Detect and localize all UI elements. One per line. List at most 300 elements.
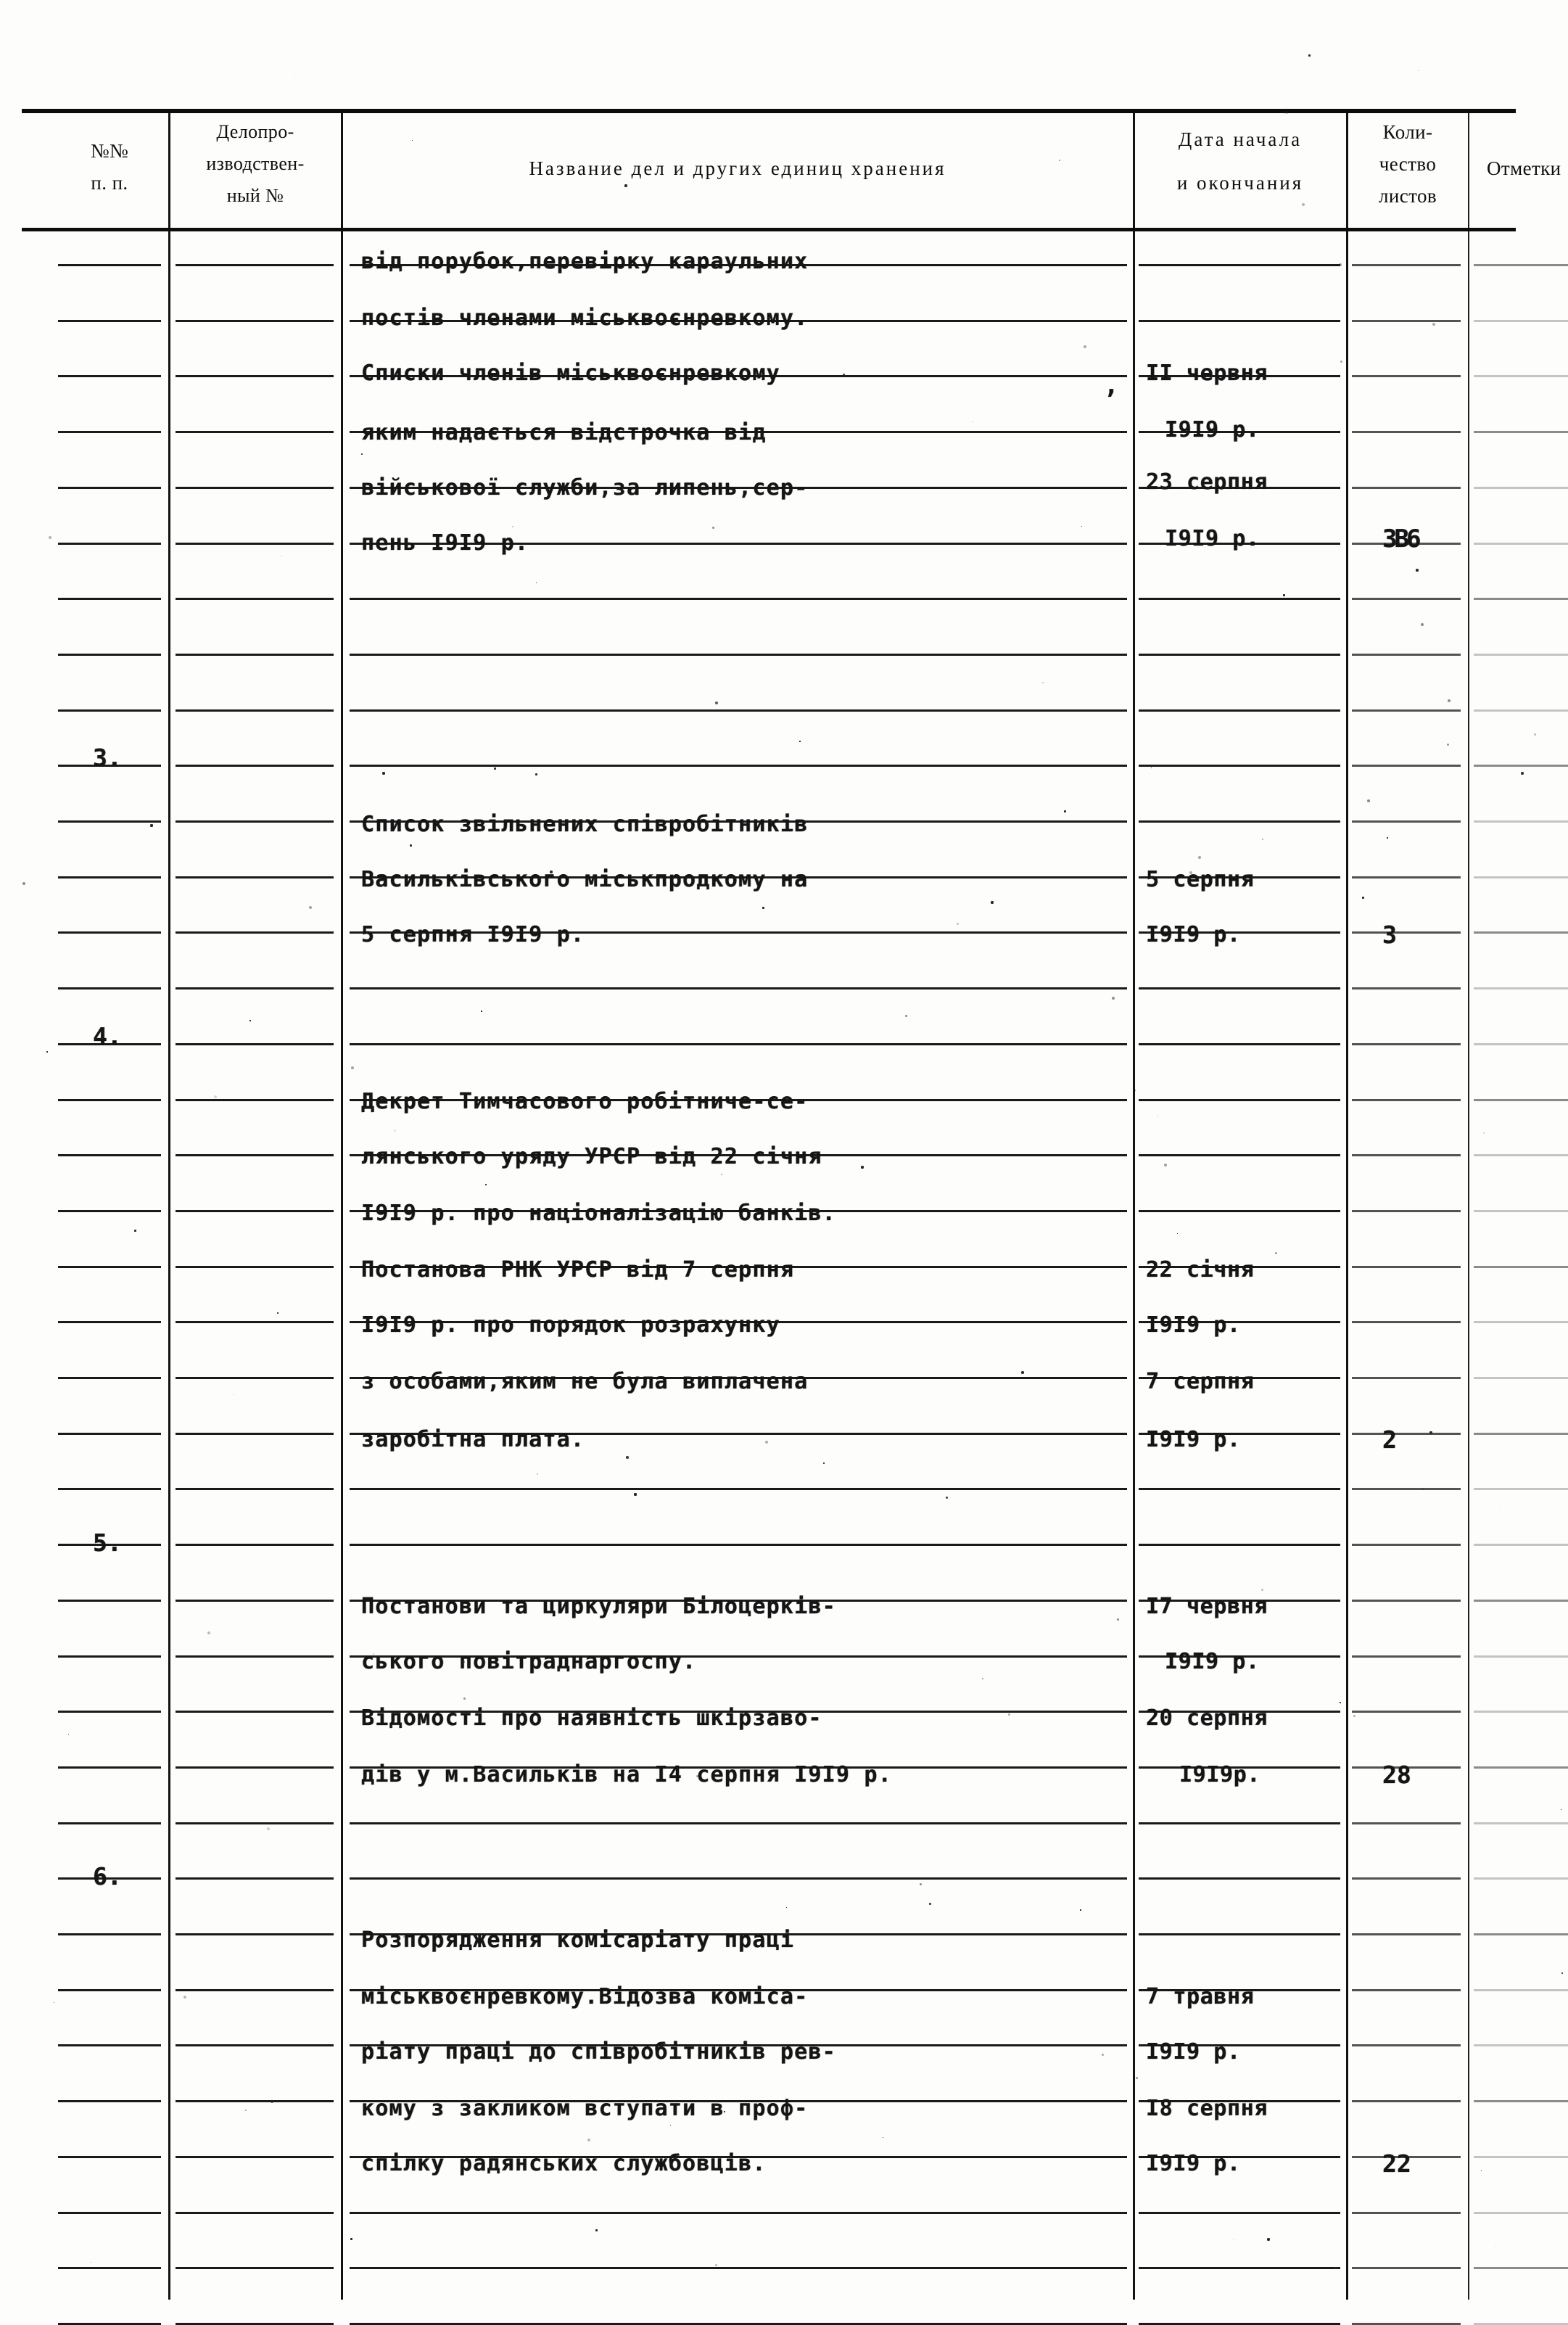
scan-speck [765, 1441, 768, 1444]
scan-speck [1367, 799, 1370, 802]
ruled-line [1474, 709, 1568, 712]
ruled-line [58, 1377, 161, 1379]
scan-speck [1136, 2077, 1138, 2079]
ruled-line [176, 487, 334, 489]
stray-comma-mark: , [1104, 371, 1120, 400]
entry-sheet-count: 2 [1382, 1425, 1397, 1454]
ruled-line [350, 598, 1127, 600]
entry-date-line: 22 січня [1146, 1257, 1255, 1283]
scan-speck [1102, 2054, 1104, 2056]
scan-speck [1448, 699, 1451, 702]
ruled-line [176, 320, 334, 322]
ruled-line [176, 1822, 334, 1824]
scan-speck [1447, 744, 1449, 746]
ruled-line [176, 931, 334, 934]
header-col-numbers-line2: п. п. [91, 172, 128, 194]
entry-title-line: Васильківського міськпродкому на [361, 867, 809, 892]
inventory-table [51, 109, 1561, 2300]
scan-speck [1340, 1702, 1341, 1703]
ruled-line [1352, 1544, 1461, 1546]
entry-title-line: військової служби,за липень,сер- [361, 475, 809, 501]
scan-speck [721, 1174, 722, 1175]
ruled-line [1474, 1433, 1568, 1435]
scan-speck [412, 140, 413, 141]
entry-date-line: 23 серпня [1146, 469, 1268, 495]
ruled-line [58, 264, 161, 266]
entry-title-line: з особами,яким не була виплачена [361, 1369, 809, 1394]
ruled-line [1474, 820, 1568, 823]
ruled-line [350, 1043, 1127, 1045]
scan-speck [1059, 160, 1060, 161]
ruled-line [1352, 1043, 1461, 1045]
ruled-line [1474, 987, 1568, 989]
scan-speck [1339, 263, 1342, 266]
ruled-line [176, 2100, 334, 2102]
ruled-line [176, 1711, 334, 1713]
ruled-line [1352, 598, 1461, 600]
ruled-line [58, 2044, 161, 2046]
entry-title-line: 5 серпня I9I9 р. [361, 922, 585, 947]
ruled-line [1474, 2156, 1568, 2158]
ruled-line [176, 987, 334, 989]
entry-title-line: кому з закликом вступати в проф- [361, 2096, 809, 2121]
ruled-line [1474, 931, 1568, 934]
ruled-line [58, 1822, 161, 1824]
scan-speck [1112, 997, 1115, 1000]
ruled-line [1352, 987, 1461, 989]
ruled-line [58, 987, 161, 989]
entry-date-line: I9I9 р. [1165, 1649, 1260, 1674]
entry-title-line: Відомості про наявність шкірзаво- [361, 1705, 822, 1731]
ruled-line [1474, 1043, 1568, 1045]
ruled-line [1139, 1043, 1340, 1045]
scan-speck [462, 1661, 465, 1663]
scan-speck [382, 772, 385, 775]
ruled-line [58, 2156, 161, 2158]
scan-speck [799, 741, 801, 742]
ruled-line [176, 1488, 334, 1490]
entry-title-line: ського повітраднаргоспу. [361, 1649, 697, 1674]
ruled-line [176, 654, 334, 656]
ruled-line [1139, 709, 1340, 712]
scan-speck [350, 2238, 352, 2240]
entry-date-line: I9I9 р. [1146, 2151, 1241, 2176]
ruled-line [1139, 1877, 1340, 1880]
ruled-line [176, 543, 334, 545]
ruled-line [1352, 1266, 1461, 1268]
scan-speck [1422, 1489, 1424, 1490]
ruled-line [1352, 264, 1461, 266]
ruled-line [176, 2044, 334, 2046]
ruled-line [1352, 709, 1461, 712]
scan-speck [1134, 1090, 1136, 1091]
entry-title-line: Постанови та циркуляри Білоцерків- [361, 1594, 836, 1619]
scan-speck [715, 701, 718, 704]
ruled-line [1474, 2212, 1568, 2214]
entry-date-line: I9I9 р. [1146, 2039, 1241, 2065]
ruled-line [1352, 1933, 1461, 1935]
ruled-line [1474, 765, 1568, 767]
ruled-line [1139, 2212, 1340, 2214]
ruled-line [1352, 375, 1461, 377]
scan-speck [1262, 839, 1263, 840]
ruled-line [1139, 320, 1340, 322]
scan-speck [1081, 526, 1082, 527]
ruled-line [1474, 1266, 1568, 1268]
scan-speck [1189, 871, 1192, 874]
ruled-line [350, 1877, 1127, 1880]
scan-speck [485, 1184, 487, 1185]
scan-speck [207, 1631, 210, 1634]
ruled-line [176, 1600, 334, 1602]
scan-speck [1421, 623, 1424, 626]
entry-sheet-count: 3B6 [1382, 524, 1419, 554]
entry-title-line: заробітна плата. [361, 1427, 585, 1452]
header-col-dates-line1: Дата начала [1178, 128, 1303, 150]
ruled-line [1474, 1377, 1568, 1379]
scan-speck [403, 1936, 405, 1938]
ruled-line [1139, 1488, 1340, 1490]
entry-sheet-count: 22 [1382, 2149, 1411, 2178]
header-col-office-number-line2: изводствен- [206, 153, 305, 174]
ruled-line [58, 1321, 161, 1323]
scan-speck [1164, 1164, 1167, 1166]
scan-speck [1302, 203, 1305, 206]
ruled-line [1474, 1321, 1568, 1323]
scan-speck [394, 1129, 396, 1132]
ruled-line [1474, 264, 1568, 266]
ruled-line [176, 1099, 334, 1101]
ruled-line [58, 543, 161, 545]
scan-speck [1064, 810, 1066, 812]
scan-speck [670, 2125, 671, 2126]
scan-speck [1275, 1252, 1277, 1254]
ruled-line [1474, 2100, 1568, 2102]
ruled-line [1474, 1877, 1568, 1880]
ruled-line [176, 1655, 334, 1658]
ruled-line [176, 598, 334, 600]
ruled-line [350, 654, 1127, 656]
ruled-line [176, 820, 334, 823]
ruled-line [1474, 1655, 1568, 1658]
ruled-line [1474, 1099, 1568, 1101]
scan-speck [214, 1095, 217, 1098]
ruled-line [58, 1210, 161, 1212]
scan-speck [991, 901, 994, 904]
scan-speck [587, 2139, 590, 2141]
ruled-line [1474, 543, 1568, 545]
entry-title-line: спілку радянських службовців. [361, 2151, 767, 2176]
ruled-line [1352, 431, 1461, 433]
ruled-line [58, 2100, 161, 2102]
ruled-line [58, 1154, 161, 1156]
ruled-line [1352, 320, 1461, 322]
scan-speck [982, 1678, 983, 1679]
ruled-line [1139, 820, 1340, 823]
ruled-line [1352, 487, 1461, 489]
ruled-line [1474, 1822, 1568, 1824]
entry-date-line: I9I9 р. [1165, 417, 1260, 443]
scan-speck [373, 1653, 374, 1655]
ruled-line [1352, 2267, 1461, 2269]
column-divider-1 [168, 109, 170, 2300]
entry-date-line: 7 серпня [1146, 1369, 1255, 1394]
ruled-line [176, 1433, 334, 1435]
ruled-line [58, 2267, 161, 2269]
entry-title-line: I9I9 р. про порядок розрахунку [361, 1312, 780, 1338]
scan-speck [624, 184, 627, 187]
ruled-line [58, 1600, 161, 1602]
entry-title-line: від порубок,перевірку караульних [361, 249, 809, 274]
ruled-line [58, 654, 161, 656]
scan-speck [1177, 1233, 1178, 1234]
ruled-line [176, 2156, 334, 2158]
ruled-line [1352, 1655, 1461, 1658]
scan-speck [1481, 2170, 1482, 2171]
scan-speck [1283, 594, 1285, 596]
scan-speck [1080, 1909, 1081, 1911]
ruled-line [1474, 1210, 1568, 1212]
entry-title-line: постів членами міськвоєнревкому. [361, 305, 809, 331]
ruled-line [58, 1933, 161, 1935]
header-col-numbers-line1: №№ [90, 140, 129, 162]
ruled-line [176, 1989, 334, 1991]
header-col-office-number-line3: ный № [226, 185, 284, 206]
ruled-line [58, 598, 161, 600]
ruled-line [1352, 1822, 1461, 1824]
scan-speck [1340, 361, 1342, 363]
ruled-line [350, 1544, 1127, 1546]
entry-date-line: I9I9 р. [1165, 526, 1260, 551]
scan-speck [1084, 345, 1086, 348]
entry-sheet-count: 28 [1382, 1761, 1411, 1789]
ruled-line [1139, 264, 1340, 266]
scan-speck [494, 768, 496, 770]
entry-date-line: I9I9р. [1179, 1762, 1260, 1787]
ruled-line [176, 1544, 334, 1546]
entry-title-line: Список звільнених співробітників [361, 812, 809, 837]
ruled-line [1474, 654, 1568, 656]
header-col-title: Название дел и других единиц хранения [529, 157, 946, 179]
ruled-line [58, 1655, 161, 1658]
ruled-line [176, 876, 334, 878]
entry-date-line: I9I9 р. [1146, 1312, 1241, 1338]
scan-speck [245, 2110, 247, 2111]
scan-speck [22, 882, 25, 885]
scan-speck [1198, 856, 1201, 859]
entry-title-line: Постанова РНК УРСР від 7 серпня [361, 1257, 795, 1283]
scan-speck [271, 2102, 273, 2103]
scan-speck [1534, 733, 1536, 736]
ruled-line [1474, 375, 1568, 377]
ruled-line [1139, 1210, 1340, 1212]
ruled-line [176, 2212, 334, 2214]
ruled-line [176, 375, 334, 377]
entry-date-line: I7 червня [1146, 1594, 1268, 1619]
scan-speck [1021, 1371, 1024, 1374]
ruled-line [1474, 1154, 1568, 1156]
entry-sheet-count: 3 [1382, 921, 1397, 949]
entry-date-line: I9I9 р. [1146, 922, 1241, 947]
scan-speck [1429, 1431, 1432, 1434]
header-col-sheets-line2: чество [1379, 153, 1437, 175]
ruled-line [1139, 765, 1340, 767]
scan-speck [351, 1066, 354, 1069]
ruled-line [176, 1043, 334, 1045]
ruled-line [1352, 1433, 1461, 1435]
ruled-line [350, 765, 1127, 767]
ruled-line [176, 1933, 334, 1935]
ruled-line [1139, 2267, 1340, 2269]
ruled-line [1474, 876, 1568, 878]
ruled-line [1139, 598, 1340, 600]
scan-speck [481, 1011, 482, 1012]
scan-speck [550, 871, 553, 873]
scan-speck [277, 1312, 278, 1314]
ruled-line [176, 1210, 334, 1212]
entry-date-line: 7 травня [1146, 1984, 1255, 2009]
ruled-line [1474, 2267, 1568, 2269]
ruled-line [1352, 1989, 1461, 1991]
ruled-line [1474, 1488, 1568, 1490]
scan-speck [1353, 1715, 1356, 1717]
entry-date-line: 20 серпня [1146, 1705, 1268, 1731]
ruled-line [58, 1766, 161, 1769]
ruled-line [58, 1711, 161, 1713]
entry-title-line: Розпорядження комісаріату праці [361, 1927, 795, 1953]
scan-speck [905, 1015, 907, 1017]
scan-speck [1362, 897, 1364, 899]
ruled-line [1352, 876, 1461, 878]
ruled-line [1139, 654, 1340, 656]
ruled-line [1474, 1989, 1568, 1991]
scan-speck [920, 1883, 922, 1885]
scan-speck [1521, 772, 1524, 775]
ruled-line [1474, 598, 1568, 600]
scan-speck [1008, 1713, 1010, 1716]
ruled-line [1352, 1099, 1461, 1101]
scan-speck [46, 1051, 48, 1053]
ruled-line [1139, 1154, 1340, 1156]
scan-speck [1483, 1132, 1485, 1134]
ruled-line [176, 1377, 334, 1379]
ruled-line [1352, 1877, 1461, 1880]
scan-speck [1042, 682, 1044, 683]
scan-speck [361, 453, 363, 455]
ruled-line [58, 1266, 161, 1268]
entry-title-line: Декрет Тимчасового робітниче-се- [361, 1089, 809, 1114]
scan-speck [929, 1903, 931, 1905]
ruled-line [350, 987, 1127, 989]
ruled-line [58, 931, 161, 934]
header-col-dates-line2: и окончания [1176, 172, 1304, 194]
ruled-line [350, 2212, 1127, 2214]
ruled-line [58, 320, 161, 322]
ruled-line [1474, 1544, 1568, 1546]
scan-speck [724, 2111, 725, 2112]
scan-speck [1267, 2238, 1270, 2241]
scan-speck [634, 1493, 637, 1496]
ruled-line [350, 1488, 1127, 1490]
entry-title-line: яким надається відстрочка від [361, 420, 767, 445]
scan-speck [267, 1827, 270, 1830]
entry-title-line: ріату праці до співробітників рев- [361, 2039, 836, 2065]
ruled-line [176, 1321, 334, 1323]
scan-speck [946, 1497, 948, 1499]
ruled-line [58, 1989, 161, 1991]
scan-speck [626, 1456, 629, 1459]
scan-speck [823, 1462, 825, 1464]
ruled-line [1474, 2044, 1568, 2046]
scan-speck [957, 923, 959, 925]
ruled-line [1474, 320, 1568, 322]
entry-title-line: дів у м.Васильків на I4 серпня I9I9 р. [361, 1762, 892, 1787]
ruled-line [176, 709, 334, 712]
entry-number: 4. [93, 1022, 122, 1050]
scan-speck [1561, 1972, 1563, 1974]
scan-speck [1418, 70, 1419, 71]
column-divider-5 [1468, 109, 1469, 2300]
ruled-line [1352, 1154, 1461, 1156]
column-divider-2 [341, 109, 343, 2300]
ruled-line [1474, 1711, 1568, 1713]
scan-speck [1387, 837, 1388, 839]
ruled-line [1474, 431, 1568, 433]
scan-speck [712, 527, 714, 529]
ruled-line [58, 1433, 161, 1435]
scan-speck [249, 1020, 251, 1021]
entry-title-line: пень I9I9 р. [361, 530, 529, 556]
header-col-sheets-line1: Коли- [1382, 121, 1433, 143]
scan-speck [134, 1230, 136, 1232]
ruled-line [1352, 2212, 1461, 2214]
ruled-line [1474, 487, 1568, 489]
ruled-line [58, 431, 161, 433]
ruled-line [1352, 654, 1461, 656]
scan-speck [512, 526, 513, 527]
entry-date-line: 5 серпня [1146, 867, 1255, 892]
ruled-line [1352, 1210, 1461, 1212]
entry-date-line: IІ червня [1146, 361, 1268, 386]
ruled-line [1352, 1600, 1461, 1602]
ruled-line [1352, 2100, 1461, 2102]
ruled-line [176, 1877, 334, 1880]
ruled-line [58, 1488, 161, 1490]
ruled-line [1139, 1822, 1340, 1824]
ruled-line [1352, 1321, 1461, 1323]
ruled-line [1352, 1488, 1461, 1490]
ruled-line [1474, 1600, 1568, 1602]
scan-speck [1432, 323, 1435, 326]
scan-speck [843, 374, 845, 376]
ruled-line [58, 876, 161, 878]
scan-speck [1334, 2267, 1337, 2269]
ruled-line [176, 1266, 334, 1268]
scan-speck [762, 907, 764, 909]
ruled-line [1352, 820, 1461, 823]
scan-speck [68, 1734, 69, 1735]
entry-number: 5. [93, 1528, 122, 1557]
ruled-line [176, 431, 334, 433]
ruled-line [58, 709, 161, 712]
scan-speck [715, 2264, 717, 2266]
ruled-line [58, 820, 161, 823]
ruled-line [1352, 1711, 1461, 1713]
ruled-line [1139, 1544, 1340, 1546]
ruled-line [176, 2267, 334, 2269]
scan-speck [183, 1996, 186, 1999]
scan-speck [1514, 1739, 1515, 1740]
